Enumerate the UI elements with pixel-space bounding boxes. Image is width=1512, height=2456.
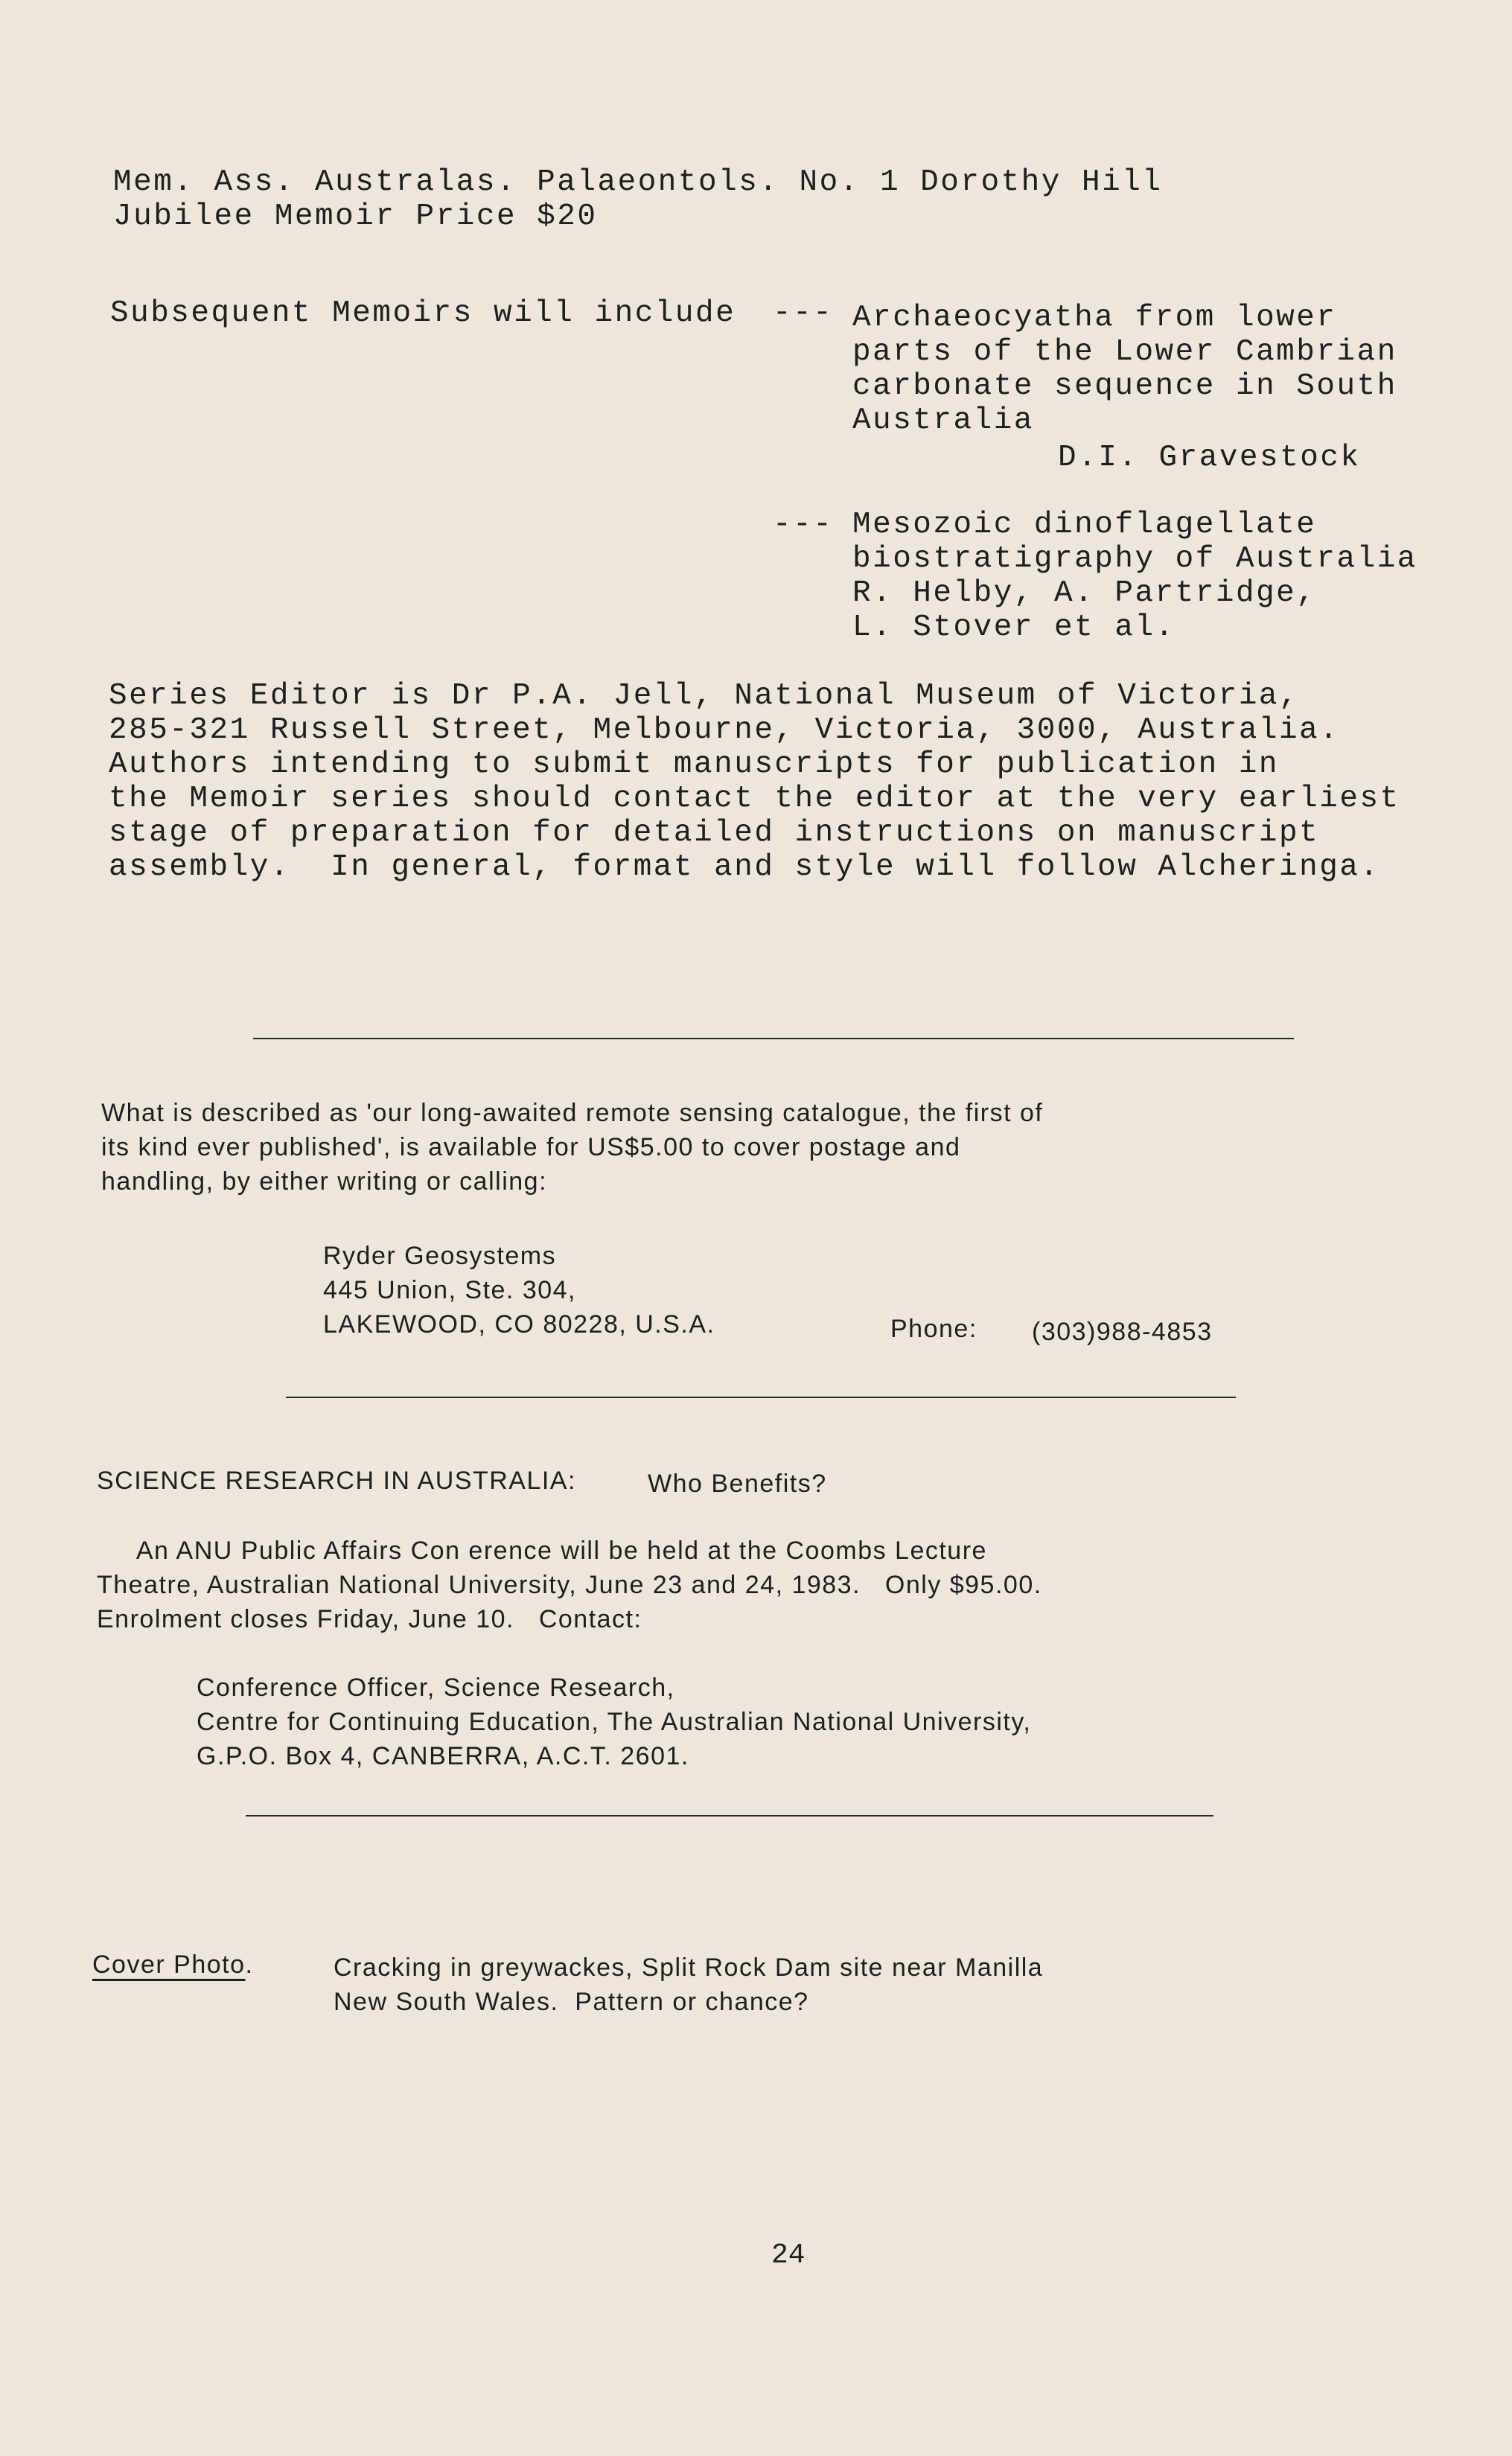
page-number: 24: [771, 2239, 806, 2271]
memoir-item-title-line: Archaeocyatha from lower: [852, 301, 1337, 335]
science-contact: [197, 1671, 1031, 1773]
phone-label: Phone:: [890, 1315, 977, 1343]
memoir-item-title-line: Mesozoic dinoflagellate: [852, 508, 1317, 542]
memoir-header-line: Mem. Ass. Australas. Palaeontols. No. 1 Dorothy Hill: [113, 165, 1163, 200]
phone-value: (303)988-4853: [1032, 1318, 1213, 1346]
paragraph-line: Enrolment closes Friday, June 10. Contact:: [97, 1605, 642, 1633]
contact-line: Centre for Continuing Education, The Australian National University,: [197, 1708, 1032, 1736]
paragraph-line: stage of preparation for detailed instructions on manuscript: [109, 816, 1320, 850]
paragraph-line: 285-321 Russell Street, Melbourne, Victoria, 3000, Australia.: [109, 713, 1340, 747]
memoir-item-title-line: parts of the Lower Cambrian: [852, 335, 1397, 369]
divider-2: [286, 1397, 1236, 1398]
science-body: [97, 1534, 1042, 1636]
paragraph-line: Authors intending to submit manuscripts for publication in: [109, 747, 1280, 782]
address-line: LAKEWOOD, CO 80228, U.S.A.: [323, 1310, 715, 1339]
memoir-item-1-title: [852, 301, 1397, 438]
cover-photo-period: .: [245, 1951, 254, 1979]
memoir-item-title-line: carbonate sequence in South: [852, 369, 1397, 404]
contact-line: Conference Officer, Science Research,: [197, 1674, 675, 1702]
memoir-item-title-line: Australia: [852, 404, 1034, 438]
paragraph-line: Series Editor is Dr P.A. Jell, National Museum of Victoria,: [109, 679, 1300, 713]
address-line: Ryder Geosystems: [323, 1242, 557, 1270]
paragraph-line: its kind ever published', is available for US$5.00 to cover postage and: [101, 1133, 961, 1161]
memoir-item-title-line: biostratigraphy of Australia: [852, 542, 1417, 576]
paragraph-line: the Memoir series should contact the editor at the very earliest: [109, 782, 1400, 816]
cover-photo-label-wrap: [92, 1948, 253, 1982]
paragraph-line: An ANU Public Affairs Con erence will be held at the Coombs Lecture: [97, 1537, 987, 1565]
memoir-item-author-line: L. Stover et al.: [852, 610, 1176, 645]
catalogue-intro: [101, 1096, 1043, 1199]
memoir-header: [113, 165, 1162, 234]
paragraph-line: handling, by either writing or calling:: [101, 1167, 548, 1196]
divider-3: [246, 1815, 1213, 1817]
cover-photo-label: Cover Photo: [92, 1951, 246, 1979]
catalogue-address: [323, 1239, 715, 1342]
memoir-item-1-author: D.I. Gravestock: [1058, 441, 1361, 475]
address-line: 445 Union, Ste. 304,: [323, 1276, 577, 1304]
dash-2: ---: [773, 508, 834, 542]
paragraph-line: Theatre, Australian National University, June 23 and 24, 1983. Only $95.00.: [97, 1571, 1042, 1599]
editor-paragraph: [109, 679, 1400, 884]
cover-photo-caption: [334, 1951, 1043, 2019]
science-heading: SCIENCE RESEARCH IN AUSTRALIA:: [97, 1467, 576, 1495]
science-subheading: Who Benefits?: [648, 1470, 827, 1498]
dash-1: ---: [773, 296, 834, 331]
paragraph-line: assembly. In general, format and style will follow Alcheringa.: [109, 850, 1380, 884]
subsequent-label: Subsequent Memoirs will include: [110, 296, 736, 331]
memoir-item-author-line: R. Helby, A. Partridge,: [852, 576, 1317, 610]
divider-1: [253, 1038, 1294, 1039]
memoir-item-2: [852, 508, 1417, 645]
paragraph-line: What is described as 'our long-awaited remote sensing catalogue, the first of: [101, 1099, 1044, 1127]
caption-line: Cracking in greywackes, Split Rock Dam site near Manilla: [334, 1953, 1044, 1982]
caption-line: New South Wales. Pattern or chance?: [334, 1988, 809, 2016]
memoir-header-line: Jubilee Memoir Price $20: [113, 200, 598, 234]
contact-line: G.P.O. Box 4, CANBERRA, A.C.T. 2601.: [197, 1742, 689, 1770]
